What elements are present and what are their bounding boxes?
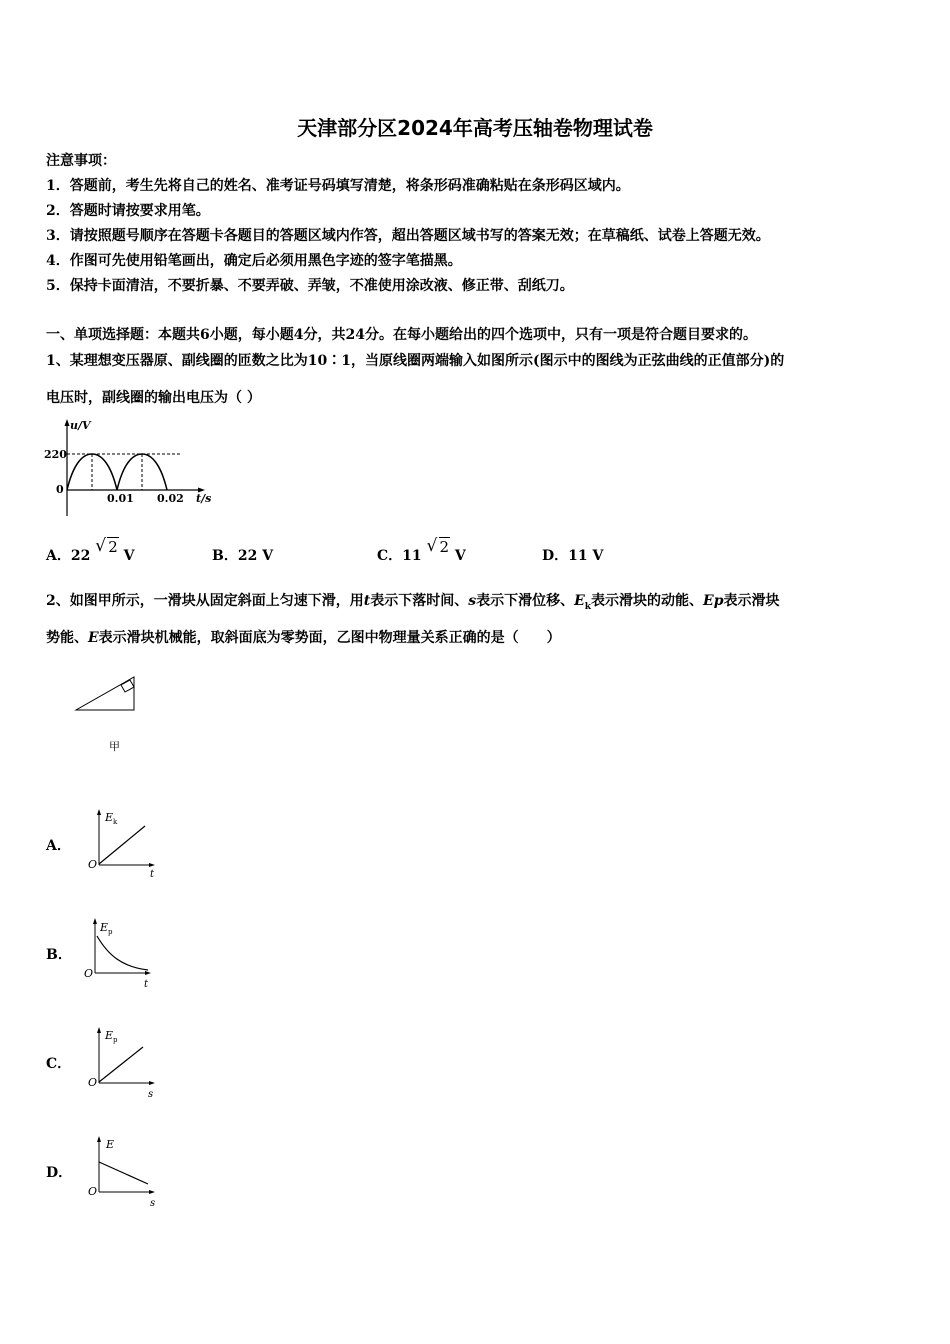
y-axis-subscript: p [108,928,113,936]
y-axis-subscript: p [113,1036,118,1044]
x-axis-arrow [145,971,151,975]
y-axis-label: E [106,1138,115,1151]
notice-item: 5．保持卡面清洁，不要折暴、不要弄破、弄皱，不准使用涂改液、修正带、刮纸刀。 [46,278,574,294]
question-2-text [46,629,561,647]
graph-option-a [84,806,164,882]
notice-item: 1．答题前，考生先将自己的姓名、准考证号码填写清楚，将条形码准确粘贴在条形码区域内。 [46,178,630,194]
figure-caption: 甲 [109,740,120,753]
section-heading: 一、单项选择题：本题共6小题，每小题4分，共24分。在每小题给出的四个选项中，只有一项是符合题目要求的。 [46,327,757,343]
option-c-label: C．11 [377,548,422,564]
y-axis-subscript: k [113,818,118,826]
origin-label: 0 [56,483,64,496]
text-run: 表示滑块机械能，取斜面底为零势面，乙图中物理量关系正确的是（ ） [98,630,561,646]
text-run: 表示下滑位移、 [476,593,575,609]
x-axis-label: t [150,869,155,880]
x-axis-label: t [144,979,149,990]
x-axis-label: s [150,1198,156,1209]
x-axis-arrow [149,863,155,867]
graph-option-c [84,1024,164,1100]
x-axis-label: s [148,1089,154,1100]
y-axis-label: E [105,811,114,824]
notice-heading: 注意事项： [46,153,116,169]
option-a: A． [46,838,71,854]
y-axis-label: E [105,1029,114,1042]
x-tick-label: 0.01 [107,492,134,505]
y-axis-arrow [97,1136,101,1142]
sqrt-symbol [95,538,119,556]
y-axis-label: u/V [70,419,91,432]
option-a-label: A．22 [46,548,91,564]
option-d: D． [46,1165,73,1181]
option-c [377,538,466,565]
graph-line [99,1047,143,1082]
origin-label: O [88,1076,98,1089]
y-axis-arrow [97,1027,101,1033]
option-a-unit: V [123,548,135,564]
x-axis-arrow [149,1190,155,1194]
subscript-k: k [584,601,592,612]
text-run: 2、如图甲所示，一滑块从固定斜面上匀速下滑，用 [46,593,364,609]
question-2-text [46,592,780,616]
y-axis-label: E [100,921,109,934]
text-run: 表示下落时间、 [370,593,469,609]
option-b: B．22 V [212,548,274,564]
x-tick-label: 0.02 [157,492,184,505]
text-run: 势能、 [46,630,88,646]
text-run: 表示滑块的动能、 [591,593,704,609]
radicand: 2 [108,538,118,556]
y-axis-arrow [65,419,70,426]
var-e: E [88,630,99,646]
incline-triangle [76,677,134,710]
graph-curve [97,936,148,970]
notice-item: 4．作图可先使用铅笔画出，确定后必须用黑色字迹的签字笔描黑。 [46,253,462,269]
graph-line [99,826,145,864]
y-axis-arrow [97,809,101,815]
notice-item: 3．请按照题号顺序在答题卡各题目的答题区域内作答，超出答题区域书写的答案无效；在草稿纸、试卷上答题无效。 [46,228,770,244]
x-axis-label: t/s [196,492,212,505]
origin-label: O [84,967,94,980]
question-1-text: 1、某理想变压器原、副线圈的匝数之比为10∶1，当原线圈两端输入如图所示(图示中的图线为正弦曲线的正值部分)的 [46,353,785,369]
graph-option-d [84,1133,164,1209]
option-d: D．11 V [542,548,604,564]
option-b: B． [46,947,72,963]
option-a [46,538,135,565]
x-axis-arrow [149,1081,155,1085]
option-c: C． [46,1056,72,1072]
y-axis-arrow [93,918,97,924]
rectified-sine-curve [67,454,167,490]
radicand: 2 [439,538,450,556]
question-1-text: 电压时，副线圈的输出电压为（ ） [46,390,261,406]
notice-item: 2．答题时请按要求用笔。 [46,203,210,219]
option-c-unit: V [454,548,466,564]
y-tick-label: 220 [44,448,67,461]
sqrt-symbol [427,538,451,556]
voltage-time-graph [40,418,220,520]
var-s: s [468,593,477,609]
graph-line [99,1162,148,1184]
graph-option-b [80,915,160,991]
sliding-block [121,680,134,692]
text-run: 表示滑块 [723,593,780,609]
origin-label: O [88,858,98,871]
origin-label: O [88,1185,98,1198]
var-ep: Ep [703,593,724,609]
incline-figure [70,672,150,762]
page-title: 天津部分区2024年高考压轴卷物理试卷 [297,116,653,140]
var-t: t [363,593,371,609]
var-e: E [574,593,585,609]
